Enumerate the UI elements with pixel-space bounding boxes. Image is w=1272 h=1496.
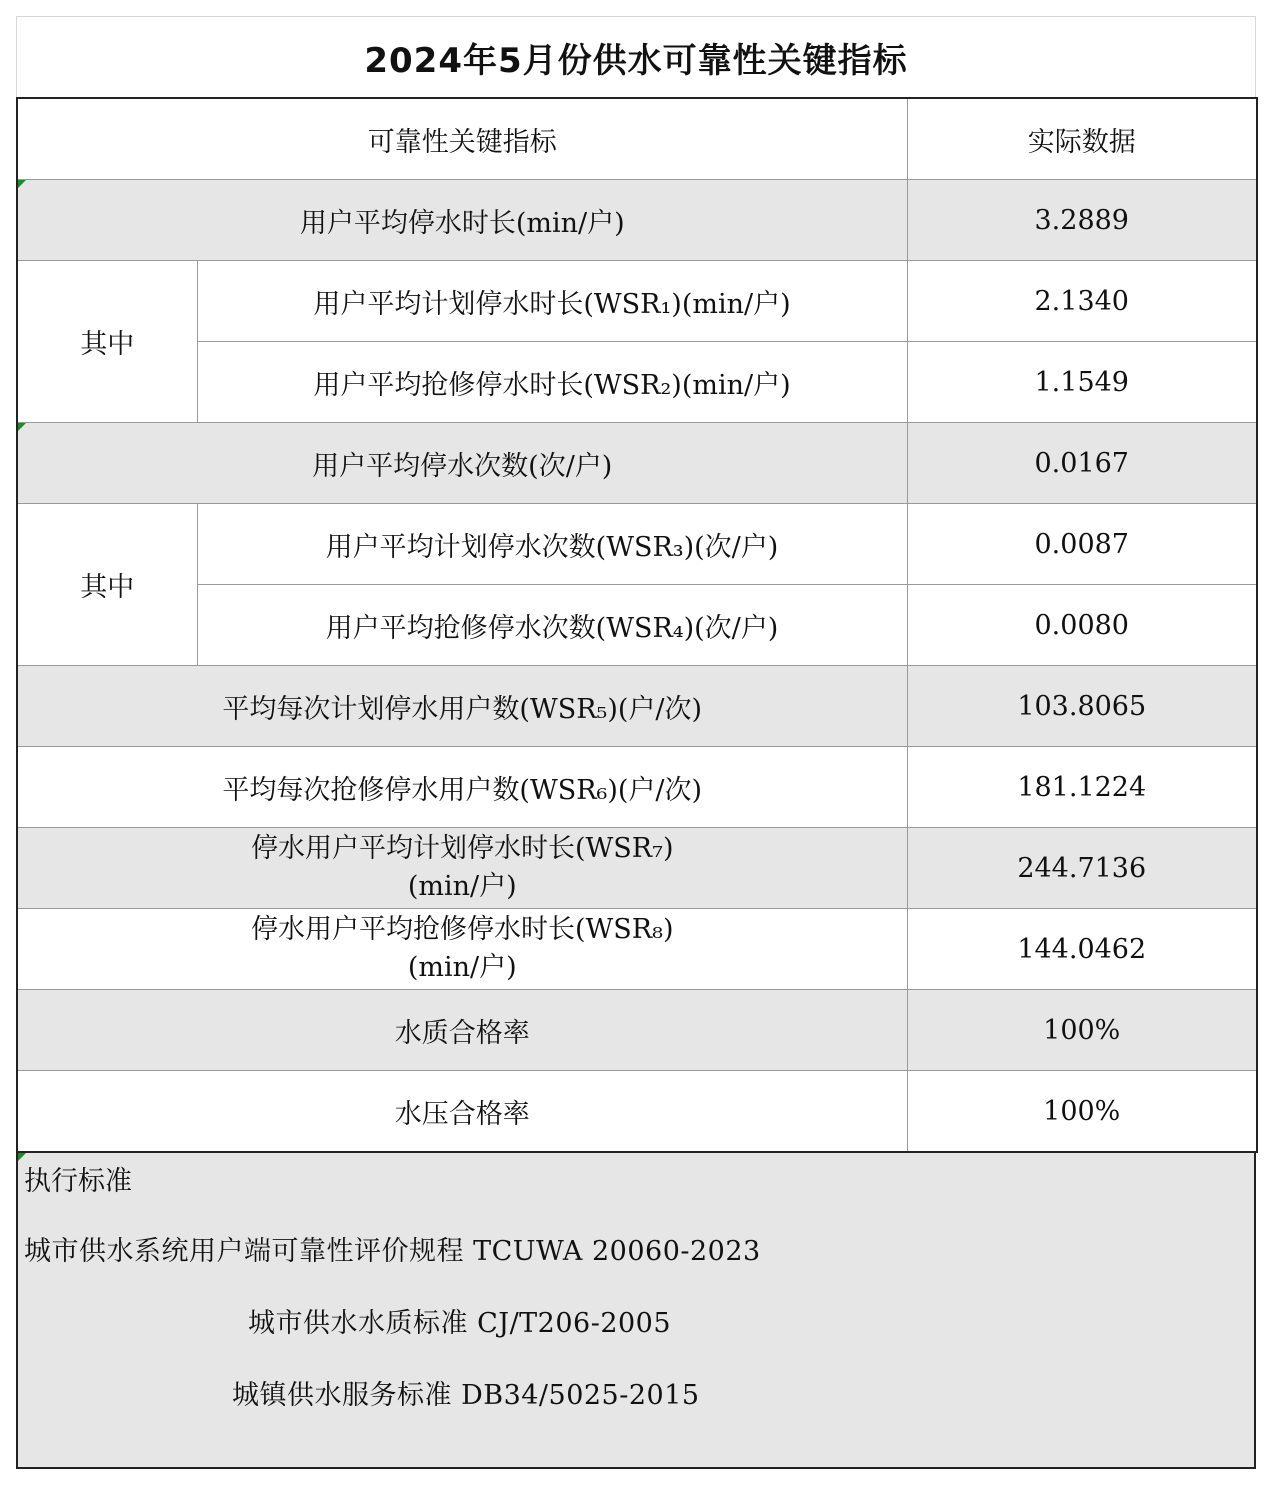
row-value: 100% <box>907 1071 1257 1153</box>
group-label: 其中 <box>17 504 197 666</box>
row-value: 181.1224 <box>907 747 1257 828</box>
header-row <box>17 98 1257 180</box>
row-label: 用户平均抢修停水次数(WSR₄)(次/户) <box>197 585 907 666</box>
row-value: 0.0167 <box>907 423 1257 504</box>
row-value: 1.1549 <box>907 342 1257 423</box>
row-value: 0.0080 <box>907 585 1257 666</box>
row-value: 0.0087 <box>907 504 1257 585</box>
row-label: 水质合格率 <box>17 990 907 1071</box>
cell-comment-marker <box>18 180 26 188</box>
cell-comment-marker <box>18 423 26 431</box>
table-row <box>17 1071 1257 1153</box>
table-row <box>17 342 1257 423</box>
row-label: 平均每次抢修停水用户数(WSR₆)(户/次) <box>17 747 907 828</box>
table-row <box>17 504 1257 585</box>
row-value: 144.0462 <box>907 909 1257 990</box>
table-row <box>17 666 1257 747</box>
row-label: 平均每次计划停水用户数(WSR₅)(户/次) <box>17 666 907 747</box>
row-label: 停水用户平均计划停水时长(WSR₇) (min/户) <box>17 828 907 909</box>
row-label: 用户平均停水次数(次/户) <box>17 423 907 504</box>
header-value: 实际数据 <box>907 98 1257 180</box>
row-value: 100% <box>907 990 1257 1071</box>
indicator-table <box>16 97 1258 1153</box>
row-value: 3.2889 <box>907 180 1257 261</box>
table-row <box>17 747 1257 828</box>
standards-notes <box>16 1153 1256 1469</box>
table-row <box>17 909 1257 990</box>
row-label: 用户平均计划停水次数(WSR₃)(次/户) <box>197 504 907 585</box>
row-label: 用户平均抢修停水时长(WSR₂)(min/户) <box>197 342 907 423</box>
standard-line: 城镇供水服务标准 DB34/5025-2015 <box>232 1380 700 1411</box>
row-value: 2.1340 <box>907 261 1257 342</box>
standard-line: 城市供水水质标准 CJ/T206-2005 <box>248 1308 672 1339</box>
row-label: 水压合格率 <box>17 1071 907 1153</box>
row-label: 停水用户平均抢修停水时长(WSR₈) (min/户) <box>17 909 907 990</box>
table-row <box>17 828 1257 909</box>
row-label: 用户平均计划停水时长(WSR₁)(min/户) <box>197 261 907 342</box>
group-label: 其中 <box>17 261 197 423</box>
row-value: 103.8065 <box>907 666 1257 747</box>
table-row <box>17 261 1257 342</box>
table-row <box>17 423 1257 504</box>
report-sheet <box>16 16 1256 1469</box>
table-row <box>17 990 1257 1071</box>
header-indicator: 可靠性关键指标 <box>17 98 907 180</box>
table-row <box>17 585 1257 666</box>
report-title: 2024年5月份供水可靠性关键指标 <box>16 16 1256 97</box>
table-row <box>17 180 1257 261</box>
row-label: 用户平均停水时长(min/户) <box>17 180 907 261</box>
row-value: 244.7136 <box>907 828 1257 909</box>
notes-heading: 执行标准 <box>24 1166 132 1197</box>
standard-line: 城市供水系统用户端可靠性评价规程 TCUWA 20060-2023 <box>24 1236 761 1267</box>
